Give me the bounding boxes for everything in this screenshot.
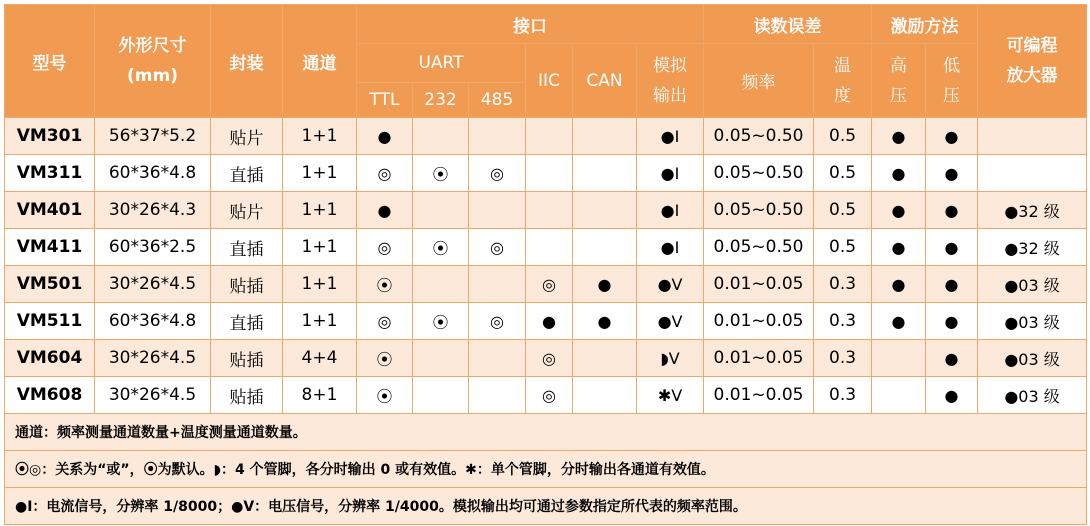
cell-freq-error: 0.05~0.50 bbox=[704, 118, 814, 155]
cell-485: ◎ bbox=[469, 303, 526, 340]
cell-ttl: ● bbox=[357, 192, 413, 229]
header-low-line1: 低 bbox=[943, 55, 961, 76]
header-error: 读数误差 bbox=[704, 5, 872, 44]
cell-freq-error: 0.05~0.50 bbox=[704, 155, 814, 192]
cell-iic: ● bbox=[526, 303, 573, 340]
header-iic: IIC bbox=[526, 44, 573, 118]
header-channels: 通道 bbox=[283, 5, 357, 118]
cell-high-voltage: ● bbox=[872, 303, 926, 340]
cell-analog: ✱V bbox=[637, 377, 704, 414]
cell-ttl: ◎ bbox=[357, 229, 413, 266]
cell-ttl: ⦿ bbox=[357, 266, 413, 303]
cell-iic bbox=[526, 192, 573, 229]
cell-freq-error: 0.01~0.05 bbox=[704, 303, 814, 340]
table-row bbox=[5, 377, 1087, 414]
header-high-line2: 压 bbox=[890, 85, 908, 106]
cell-size: 30*26*4.5 bbox=[95, 340, 211, 377]
cell-model: VM501 bbox=[5, 266, 95, 303]
cell-size: 30*26*4.5 bbox=[95, 377, 211, 414]
table-row bbox=[5, 229, 1087, 266]
cell-485: ◎ bbox=[469, 229, 526, 266]
table-row bbox=[5, 340, 1087, 377]
cell-amplifier: ●32 级 bbox=[978, 192, 1087, 229]
cell-package: 贴插 bbox=[211, 377, 283, 414]
cell-package: 贴片 bbox=[211, 192, 283, 229]
header-485: 485 bbox=[469, 83, 526, 118]
cell-package: 直插 bbox=[211, 303, 283, 340]
header-uart: UART bbox=[357, 44, 526, 83]
cell-232: ⦿ bbox=[413, 229, 469, 266]
cell-high-voltage: ● bbox=[872, 118, 926, 155]
table-body bbox=[5, 118, 1087, 414]
header-size-line1: 外形尺寸 bbox=[118, 36, 187, 56]
cell-temp-error: 0.3 bbox=[814, 377, 872, 414]
cell-channels: 1+1 bbox=[283, 192, 357, 229]
cell-low-voltage: ● bbox=[926, 340, 978, 377]
cell-can bbox=[573, 155, 637, 192]
cell-analog: ●I bbox=[637, 192, 704, 229]
cell-temp-error: 0.3 bbox=[814, 266, 872, 303]
table-notes bbox=[5, 414, 1087, 525]
cell-model: VM311 bbox=[5, 155, 95, 192]
table-row bbox=[5, 155, 1087, 192]
cell-temp-error: 0.3 bbox=[814, 340, 872, 377]
note-symbols: ⦿◎：关系为“或”，⦿为默认。◗：4 个管脚，各分时输出 0 或有效值。✱：单个管脚，分时输出各通道有效值。 bbox=[5, 451, 1087, 488]
cell-low-voltage: ● bbox=[926, 303, 978, 340]
cell-high-voltage bbox=[872, 340, 926, 377]
header-temp-line2: 度 bbox=[834, 85, 852, 106]
header-analog-line1: 模拟 bbox=[653, 55, 688, 76]
cell-232: ⦿ bbox=[413, 303, 469, 340]
header-can: CAN bbox=[573, 44, 637, 118]
cell-ttl: ⦿ bbox=[357, 377, 413, 414]
cell-ttl: ● bbox=[357, 118, 413, 155]
note-channels: 通道：频率测量通道数量+温度测量通道数量。 bbox=[5, 414, 1087, 451]
cell-ttl: ◎ bbox=[357, 155, 413, 192]
cell-232 bbox=[413, 377, 469, 414]
cell-package: 直插 bbox=[211, 155, 283, 192]
header-interface: 接口 bbox=[357, 5, 704, 44]
cell-iic bbox=[526, 229, 573, 266]
note-analog: ●I：电流信号，分辨率 1/8000；●V：电压信号，分辨率 1/4000。模拟输出均可通过参数指定所代表的频率范围。 bbox=[5, 488, 1087, 525]
cell-amplifier: ●32 级 bbox=[978, 229, 1087, 266]
cell-temp-error: 0.5 bbox=[814, 155, 872, 192]
cell-high-voltage: ● bbox=[872, 155, 926, 192]
cell-iic: ◎ bbox=[526, 340, 573, 377]
table-row bbox=[5, 192, 1087, 229]
cell-analog: ◗V bbox=[637, 340, 704, 377]
header-low-line2: 压 bbox=[943, 85, 961, 106]
header-size bbox=[95, 5, 211, 118]
cell-low-voltage: ● bbox=[926, 118, 978, 155]
cell-ttl: ◎ bbox=[357, 303, 413, 340]
cell-can bbox=[573, 192, 637, 229]
spec-table bbox=[4, 4, 1087, 525]
cell-analog: ●V bbox=[637, 303, 704, 340]
cell-model: VM511 bbox=[5, 303, 95, 340]
cell-model: VM604 bbox=[5, 340, 95, 377]
cell-channels: 4+4 bbox=[283, 340, 357, 377]
header-amp-line1: 可编程 bbox=[1006, 36, 1058, 56]
cell-package: 贴插 bbox=[211, 266, 283, 303]
cell-size: 30*26*4.3 bbox=[95, 192, 211, 229]
cell-amplifier: ●03 级 bbox=[978, 266, 1087, 303]
cell-high-voltage: ● bbox=[872, 192, 926, 229]
cell-low-voltage: ● bbox=[926, 377, 978, 414]
cell-can bbox=[573, 229, 637, 266]
cell-package: 贴插 bbox=[211, 340, 283, 377]
table-row bbox=[5, 266, 1087, 303]
header-analog-line2: 输出 bbox=[653, 85, 688, 106]
cell-size: 56*37*5.2 bbox=[95, 118, 211, 155]
cell-232 bbox=[413, 340, 469, 377]
cell-iic: ◎ bbox=[526, 266, 573, 303]
cell-232: ⦿ bbox=[413, 155, 469, 192]
cell-485 bbox=[469, 118, 526, 155]
cell-485 bbox=[469, 377, 526, 414]
cell-analog: ●I bbox=[637, 155, 704, 192]
header-ttl: TTL bbox=[357, 83, 413, 118]
spec-table-container bbox=[4, 4, 1086, 522]
cell-amplifier: ●03 级 bbox=[978, 340, 1087, 377]
header-freq: 频率 bbox=[704, 44, 814, 118]
cell-model: VM411 bbox=[5, 229, 95, 266]
cell-size: 30*26*4.5 bbox=[95, 266, 211, 303]
header-model: 型号 bbox=[5, 5, 95, 118]
cell-channels: 1+1 bbox=[283, 229, 357, 266]
cell-model: VM401 bbox=[5, 192, 95, 229]
cell-can bbox=[573, 340, 637, 377]
cell-485 bbox=[469, 192, 526, 229]
cell-size: 60*36*4.8 bbox=[95, 155, 211, 192]
cell-analog: ●I bbox=[637, 229, 704, 266]
cell-amplifier: ●03 级 bbox=[978, 377, 1087, 414]
cell-485 bbox=[469, 266, 526, 303]
cell-iic bbox=[526, 155, 573, 192]
cell-package: 直插 bbox=[211, 229, 283, 266]
cell-low-voltage: ● bbox=[926, 192, 978, 229]
cell-can: ● bbox=[573, 303, 637, 340]
header-high bbox=[872, 44, 926, 118]
cell-channels: 1+1 bbox=[283, 303, 357, 340]
cell-can bbox=[573, 118, 637, 155]
cell-freq-error: 0.05~0.50 bbox=[704, 229, 814, 266]
cell-size: 60*36*2.5 bbox=[95, 229, 211, 266]
cell-iic bbox=[526, 118, 573, 155]
header-excitation: 激励方法 bbox=[872, 5, 978, 44]
cell-amplifier bbox=[978, 155, 1087, 192]
cell-package: 贴片 bbox=[211, 118, 283, 155]
cell-channels: 1+1 bbox=[283, 118, 357, 155]
cell-can bbox=[573, 377, 637, 414]
cell-analog: ●V bbox=[637, 266, 704, 303]
cell-232 bbox=[413, 192, 469, 229]
cell-low-voltage: ● bbox=[926, 266, 978, 303]
cell-high-voltage: ● bbox=[872, 266, 926, 303]
cell-232 bbox=[413, 266, 469, 303]
header-package: 封装 bbox=[211, 5, 283, 118]
cell-freq-error: 0.05~0.50 bbox=[704, 192, 814, 229]
header-temp bbox=[814, 44, 872, 118]
cell-can: ● bbox=[573, 266, 637, 303]
cell-low-voltage: ● bbox=[926, 229, 978, 266]
cell-amplifier bbox=[978, 118, 1087, 155]
cell-iic: ◎ bbox=[526, 377, 573, 414]
table-header bbox=[5, 5, 1087, 118]
cell-temp-error: 0.5 bbox=[814, 229, 872, 266]
header-high-line1: 高 bbox=[890, 55, 908, 76]
cell-high-voltage bbox=[872, 377, 926, 414]
cell-channels: 8+1 bbox=[283, 377, 357, 414]
cell-freq-error: 0.01~0.05 bbox=[704, 266, 814, 303]
cell-channels: 1+1 bbox=[283, 266, 357, 303]
cell-low-voltage: ● bbox=[926, 155, 978, 192]
cell-485: ◎ bbox=[469, 155, 526, 192]
cell-485 bbox=[469, 340, 526, 377]
cell-temp-error: 0.5 bbox=[814, 192, 872, 229]
cell-analog: ●I bbox=[637, 118, 704, 155]
cell-freq-error: 0.01~0.05 bbox=[704, 377, 814, 414]
cell-high-voltage: ● bbox=[872, 229, 926, 266]
cell-channels: 1+1 bbox=[283, 155, 357, 192]
table-row bbox=[5, 303, 1087, 340]
cell-temp-error: 0.5 bbox=[814, 118, 872, 155]
header-232: 232 bbox=[413, 83, 469, 118]
header-analog bbox=[637, 44, 704, 118]
cell-freq-error: 0.01~0.05 bbox=[704, 340, 814, 377]
cell-amplifier: ●03 级 bbox=[978, 303, 1087, 340]
header-size-line2: (mm) bbox=[127, 66, 178, 86]
cell-model: VM301 bbox=[5, 118, 95, 155]
header-amplifier bbox=[978, 5, 1087, 118]
table-row bbox=[5, 118, 1087, 155]
cell-size: 60*36*4.8 bbox=[95, 303, 211, 340]
cell-232 bbox=[413, 118, 469, 155]
cell-temp-error: 0.3 bbox=[814, 303, 872, 340]
header-low bbox=[926, 44, 978, 118]
header-temp-line1: 温 bbox=[834, 55, 852, 76]
cell-model: VM608 bbox=[5, 377, 95, 414]
cell-ttl: ⦿ bbox=[357, 340, 413, 377]
header-amp-line2: 放大器 bbox=[1006, 66, 1058, 86]
